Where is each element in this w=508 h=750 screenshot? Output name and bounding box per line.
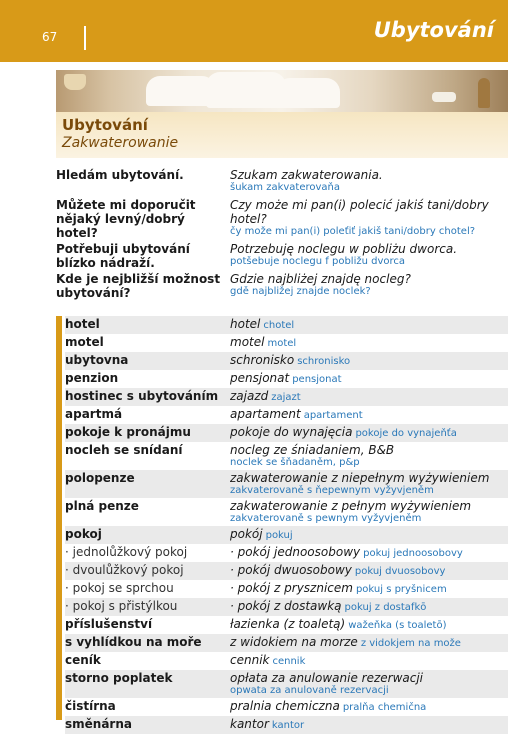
vocab-cz: polopenze [65,471,135,485]
phrase-pronunciation: potšebuje noclegu f pobližu dvorca [230,256,406,267]
vocab-pl-text: pralnia chemiczna [230,699,340,713]
phrase-pl [230,168,508,194]
phrase-row [56,242,508,268]
vocab-pl [230,671,508,697]
vocab-pl [230,335,508,351]
vocab-pronunciation: wažeňka (s toaletō) [348,620,447,631]
vocab-pronunciation: opwata za anulovaně rezervacji [230,685,389,696]
vocab-cz: · dvoulůžkový pokoj [65,563,184,577]
phrase-cz: Můžete mi doporučit nějaký levný/dobrý hotel? [56,198,196,240]
vocab-cz: pokoj [65,527,102,541]
vocab-pl [230,545,508,561]
vocab-pl [230,371,508,387]
hotel-room-photo [56,70,508,112]
phrase-pronunciation: čy može mi pan(i) poleťiť jakiš tani/dobry chotel? [230,226,476,237]
vocab-pl-text: hotel [230,317,261,331]
vocab-pl-text: · pokój dwuosobowy [230,563,352,577]
pillow-shape [206,72,286,108]
vocab-pronunciation: zakvaterovaně s ňepewnym vyžyvjeněm [230,485,434,496]
vocab-pronunciation: pensjonat [292,374,342,385]
vocab-cz: hotel [65,317,100,331]
vocab-row [65,470,508,498]
vocab-cz: hostinec s ubytováním [65,389,219,403]
phrase-pronunciation: šukam zakvaterovaňa [230,182,341,193]
vocab-pl-text: opłata za anulowanie rezerwacji [230,671,424,685]
vocab-pronunciation: pokoje do vynajeňťa [355,428,457,439]
vocab-pronunciation: pokuj [265,530,293,541]
vocab-pl-text: łazienka (z toaletą) [230,617,346,631]
vocab-row [65,698,508,716]
section-title-cz: Ubytování [62,116,148,134]
vocab-cz: apartmá [65,407,123,421]
page-number: 67 [42,30,58,44]
vocab-pronunciation: apartament [303,410,363,421]
vocab-pl [230,599,508,615]
vocab-pronunciation: z vidokjem na može [360,638,461,649]
phrase-pronunciation: gdě najbližej znajde noclek? [230,286,371,297]
vocab-row [65,316,508,334]
vocab-row [65,388,508,406]
vocab-pl [230,563,508,579]
vocab-cz: ceník [65,653,101,667]
vocab-pl [230,407,508,423]
vocab-pl-text: · pokój z dostawką [230,599,342,613]
vocab-row [65,370,508,388]
vocab-row [65,334,508,352]
phrase-pl-text: Potrzebuję noclegu w pobliżu dworca. [230,242,458,256]
vocab-pl-text: pokój [230,527,263,541]
phrase-row [56,272,508,298]
phrase-cz: Hledám ubytování. [56,168,184,182]
vocab-pronunciation: pokuj z dostafkō [344,602,427,613]
vocab-row [65,352,508,370]
vocab-row [65,544,508,562]
vocab-cz: ubytovna [65,353,129,367]
vocab-pronunciation: cennik [272,656,306,667]
vocab-row [65,580,508,598]
vocab-row [65,716,508,734]
vocab-cz: směnárna [65,717,132,731]
vocab-pronunciation: zakvaterovaně s pewnym vyžyvjeněm [230,513,422,524]
lamp-shape [64,74,86,90]
vocabulary-accent-bar [56,316,62,720]
vocab-pl-text: z widokiem na morze [230,635,358,649]
vocab-cz: nocleh se snídaní [65,443,183,457]
vocab-pronunciation: noclek se šňadaněm, p&p [230,457,360,468]
vocab-cz: plná penze [65,499,139,513]
vocab-row [65,670,508,698]
page-header [0,0,508,62]
vocab-pronunciation: pokuj dvuosobovy [354,566,446,577]
vocab-pl [230,617,508,633]
phone-shape [432,92,456,102]
vocab-pl [230,717,508,733]
vocab-cz: s vyhlídkou na moře [65,635,202,649]
phrase-pl [230,242,508,268]
vocab-cz: · pokoj se sprchou [65,581,174,595]
section-title-pl: Zakwaterowanie [62,135,179,151]
vocab-row [65,406,508,424]
vocab-row [65,442,508,470]
vocab-row [65,526,508,544]
vocab-pl-text: pensjonat [230,371,290,385]
vocab-pl-text: schronisko [230,353,295,367]
vocab-pronunciation: motel [267,338,297,349]
phrase-pl-text: Czy może mi pan(i) polecić jakiś tani/dobry hotel? [230,198,489,226]
pillow-shape [276,78,340,108]
vocab-cz: motel [65,335,104,349]
vocab-cz: penzion [65,371,119,385]
vocab-pronunciation: schronisko [297,356,351,367]
vocab-pl [230,499,508,525]
vocab-cz: · pokoj s přistýlkou [65,599,178,613]
vocab-pl-text: kantor [230,717,269,731]
phrase-cz: Potřebuji ubytování blízko nádraží. [56,242,190,270]
vocab-row [65,652,508,670]
phrase-row [56,198,508,238]
vocab-pl-text: cennik [230,653,270,667]
vocab-cz: pokoje k pronájmu [65,425,191,439]
vocab-row [65,424,508,442]
vocab-pl-text: zakwaterowanie z niepełnym wyżywieniem [230,471,490,485]
vocab-row [65,598,508,616]
vocab-row [65,634,508,652]
vocab-pl [230,471,508,497]
phrase-cz: Kde je nejbližší možnost ubytování? [56,272,221,300]
vocab-row [65,616,508,634]
phrase-pl-text: Gdzie najbliżej znajdę nocleg? [230,272,411,286]
vocab-pl [230,527,508,543]
vocab-pl [230,389,508,405]
vocab-pronunciation: chotel [263,320,295,331]
vocab-pl-text: zajazd [230,389,269,403]
phrase-pl-text: Szukam zakwaterowania. [230,168,383,182]
vocab-pronunciation: zajazt [271,392,301,403]
vocab-pronunciation: pokuj s pryšnicem [355,584,447,595]
phrase-pl [230,272,508,298]
chapter-title: Ubytování [373,18,494,42]
vocab-pronunciation: pokuj jednoosobovy [363,548,463,559]
vocab-pl [230,353,508,369]
phrase-list [56,168,508,302]
phrase-row [56,168,508,194]
vocab-pl-text: pokoje do wynajęcia [230,425,353,439]
vocab-cz: čistírna [65,699,116,713]
vase-shape [478,78,490,108]
vocab-pl-text: motel [230,335,265,349]
phrase-pl [230,198,508,238]
vocabulary-rows [56,316,508,734]
vocab-pl [230,425,508,441]
vocab-row [65,498,508,526]
vocab-pl-text: · pokój jednoosobowy [230,545,361,559]
vocab-pl-text: · pokój z prysznicem [230,581,353,595]
vocab-cz: · jednolůžkový pokoj [65,545,188,559]
vocab-pronunciation: kantor [271,720,305,731]
section-heading [56,112,508,158]
vocab-row [65,562,508,580]
vocab-pl [230,317,508,333]
vocab-pl [230,443,508,469]
vocab-pl [230,635,508,651]
vocab-pl-text: apartament [230,407,301,421]
vocab-pl-text: zakwaterowanie z pełnym wyżywieniem [230,499,472,513]
vocabulary-list [56,316,508,734]
vocab-pl [230,581,508,597]
header-divider [84,26,86,50]
vocab-cz: storno poplatek [65,671,173,685]
vocab-pl [230,699,508,715]
vocab-pronunciation: pralňa chemična [342,702,427,713]
vocab-pl [230,653,508,669]
vocab-pl-text: nocleg ze śniadaniem, B&B [230,443,395,457]
vocab-cz: příslušenství [65,617,153,631]
